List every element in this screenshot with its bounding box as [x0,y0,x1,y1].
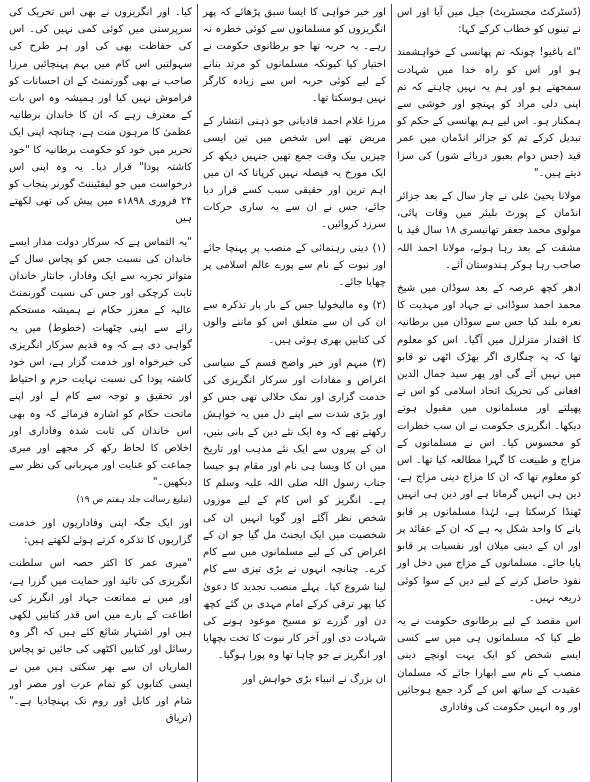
paragraph: ان بزرگ نے انبیاء بڑی خواہش اور [242,673,386,685]
paragraph: مرزا غلام احمد قادیانی جو ذہنی انتشار کے مریض تھے اس شخص میں تین ایسی چیزیں بیک وقت جمع تھیں جنہیں دیکھ کر ایک مورخ یہ فیصلہ نہیں کرپاتا کہ ان میں اہم ترین اور حقیقی سبب کسے قرار دیا جائے، جس نے ان سے یہ ساری حرکات سرزد کروائیں۔ [203,116,386,231]
paragraph: کیا۔ اور انگریزوں نے بھی اس تحریک کی سرپرستی میں کوئی کمی نہیں کی۔ اس کی حفاظت بھی کی اور ہر طرح کی سہولتیں اس کام میں بہم پہنچائیں مرزا صاحب نے بھی گورنمنٹ کے ان احسانات کو فراموش نہیں کیا اور ہمیشہ وہ اس بات کے معترف رہے کہ ان کا خاندان برطانیہ عظمیٰ کا مرہون منت ہے، چنانچہ اپنی ایک تحریر میں خود کو حکومت برطانیہ کا "خود کاشتہ پودا" قرار دیا۔ یہ وہ اپنی اس درخواست میں جو لیفٹیننٹ گورنر پنجاب کو ۲۴ فروری ۱۸۹۸ء میں پیش کی تھی لکھتے ہیں [9,7,193,225]
list-item: (۳) مبہم اور خیر واضح قسم کے سیاسی اغراض و مفادات اور سرکار انگریزی کی خدمت گزاری اور نمک حلالی تھی جس کو اور بڑی شدت سے اپنے دل میں یہ خواہش رکھتے تھے کہ وہ ایک نئے دین کے بانی بنیں، ان کے پیروں سے ایک نئے مذہب اور تاریخ میں ان کا ویسا ہی نام اور مقام ہو جیسا جناب رسول اللہ صلی اللہ علیہ وسلم کا ہے۔ انگریز کو اس کام کے لیے موزوں شخص نظر آگئے اور گویا انہیں ان کی شخصیت میں ایک ایجنٹ مل گیا جو ان کے اغراض کی کے لیے مسلمانوں میں سے کام کرے۔ چنانچہ انہوں نے بڑی تیزی سے کام لینا شروع کیا۔ پہلے منصب تجدید کا دعویٰ کیا پھر ترقی کرکے امام مہدی بن گئے کچھ دن اور گزرے تو مسیح موعود ہونے کی شہادت دی اور آخر کار نبوت کا تخت بچھایا اور انگریز نے جو چاہا تھا وہ پورا ہوگیا۔ [203,357,386,662]
citation: (تبلیغ رسالت جلد ہفتم ص ۱۹) [76,494,192,505]
paragraph: ادھر کچھ عرصہ کے بعد سوڈان میں شیخ محمد احمد سوڈانی نے جہاد اور مہدیت کا نعرہ بلند کیا جس سے سوڈان میں برطانیہ کا اقتدار متزلزل میں آگیا۔ اس کو معلوم تھا کہ یہ چنگاری اگر بھڑک اٹھی تو قابو میں نہیں آئے گی اور پھر سید جمال الدین افغانی کی تحریک اتحاد اسلامی کو اس نے پھیلتے اور مسلمانوں میں مقبول ہوتے دیکھا۔ انگریزی حکومت نے ان سب خطرات کو محسوس کیا۔ اس نے مسلمانوں کے مزاج و طبیعت کا گہرا مطالعہ کیا تھا۔ اس کو معلوم تھا کہ ان کا مزاج دینی مزاج ہے، دین ہی انہیں گرماتا ہے اور دین ہی انہیں ٹھنڈا کرسکتا ہے، لہٰذا مسلمانوں پر قابو پانے کا واحد شکل یہ ہے کہ ان کے عقائد پر اور ان کے دینی میلان اور نفسیات پر قابو پایا جائے۔ مسلمانوں کے مزاج میں دخل اور نفوذ حاصل کرنے کے لیے دین کے سوا کوئی ذریعہ نہیں۔ [397,283,581,604]
paragraph: اور ایک جگہ اپنی وفاداریوں اور خدمت گزاریوں کا تذکرہ کرتے ہوئے لکھتے ہیں: [9,517,192,547]
quote-paragraph: "اے باغیو! چونکہ تم پھانسی کے خواہشمند ہو اور اس کو راہ خدا میں شہادت سمجھتے ہو اور ہم یہ نہیں چاہتے کہ تم اپنی دلی مراد کو پہنچو اور خوشی سے ہمکنار ہو۔ اس لیے ہم پھانسی کے حکم کو تبدیل کرکے تم کو جزائر انڈمان میں عمر قید (جس دوام بعبور دریائے شور) کی سزا دیتے ہیں۔" [397,47,581,179]
list-item: (۱) دینی رہنمائی کے منصب پر پہنچا جائے اور نبوت کے نام سے پورے عالم اسلامی پر چھایا جائے۔ [203,242,386,289]
paragraph: اس مقصد کے لیے برطانوی حکومت نے یہ طے کیا کہ مسلمانوں ہی میں سے کسی ایسے شخص کو ایک بہت اونچے دینی منصب کے نام سے ابھارا جائے کہ مسلمان عقیدت کے ساتھ اس کے گرد جمع ہوجائیں اور وہ انہیں حکومت کی وفاداری [397,615,581,713]
paragraph: (ڈسٹرکٹ مجسٹریٹ) جیل میں آیا اور اس نے تینوں کو خطاب کرکے کہا: [397,7,581,36]
list-item: (۲) وہ مالیخولیا جس کے بار بار تذکرہ سے ان کی ان سے متعلق اس کو ماننے والوں کی کتابیں بھری ہوئی ہیں۔ [203,300,386,346]
column-right [392,4,586,782]
column-middle [198,4,392,782]
paragraph: اور خیر خواہی کا ایسا سبق پڑھائے کہ پھر انگریزوں کو مسلمانوں سے کوئی خطرہ نہ رہے۔ یہ حربہ تھا جو برطانوی حکومت نے اختیار کیا کیونکہ مسلمانوں کو مرتد بنانے کے لیے کوئی حربہ اس سے زیادہ کارگر نہیں ہوسکتا تھا۔ [203,7,386,105]
quote-paragraph: "میری عمر کا اکثر حصہ اس سلطنت انگریزی کی تائید اور حمایت میں گزرا ہے، اور میں نے ممانعت جہاد اور انگریز کی اطاعت کے بارے میں اس قدر کتابیں لکھی ہیں اور اشتہار شائع کئے ہیں کہ اگر وہ رسائل اور کتابیں اکٹھی کی جائیں تو پچاس الماریاں ان سے بھر سکتی ہیں میں نے ایسی کتابوں کو تمام عرب اور مصر اور شام اور کابل اور روم تک پہنچادیا ہے۔" (تریاق [9,558,192,725]
quote-paragraph: "یہ التماس ہے کہ سرکار دولت مدار ایسے خاندان کی نسبت جس کو پچاس سال کے متواتر تجربہ سے ایک وفادار، جانثار خاندان ثابت کرچکی اور جس کی نسبت گورنمنٹ عالیہ کے معزز حکام نے ہمیشہ مستحکم رائے سے اپنی چٹھیات (خطوط) میں یہ گواہی دی ہے کہ وہ قدیم سرکار انگریزی کی خیرخواہ اور خدمت گزار ہے، اس خود کاشتہ پودا کی نسبت نہایت حزم و احتیاط اور تحقیق و توجہ سے کام لے اور اپنے ماتحت حکام کو اشارہ فرمائے کہ وہ بھی اس خاندان کی ثابت شدہ وفاداری اور اخلاص کا لحاظ رکھ کر مجھے اور میری جماعت کو عنایت اور مہربانی کی نظر سے دیکھیں۔" [9,236,192,489]
column-left [4,4,198,782]
paragraph: مولانا یحییٰ علی نے چار سال کے بعد جزائر انڈمان کے پورٹ بلیئر میں وفات پائی، مولوی محمد جعفر تھانیسری ۱۸ سال قید با مشقت کے بعد رہا ہوئے، مولانا احمد اللہ صاحب رہا ہوکر ہندوستان آئے۔ [397,191,581,271]
